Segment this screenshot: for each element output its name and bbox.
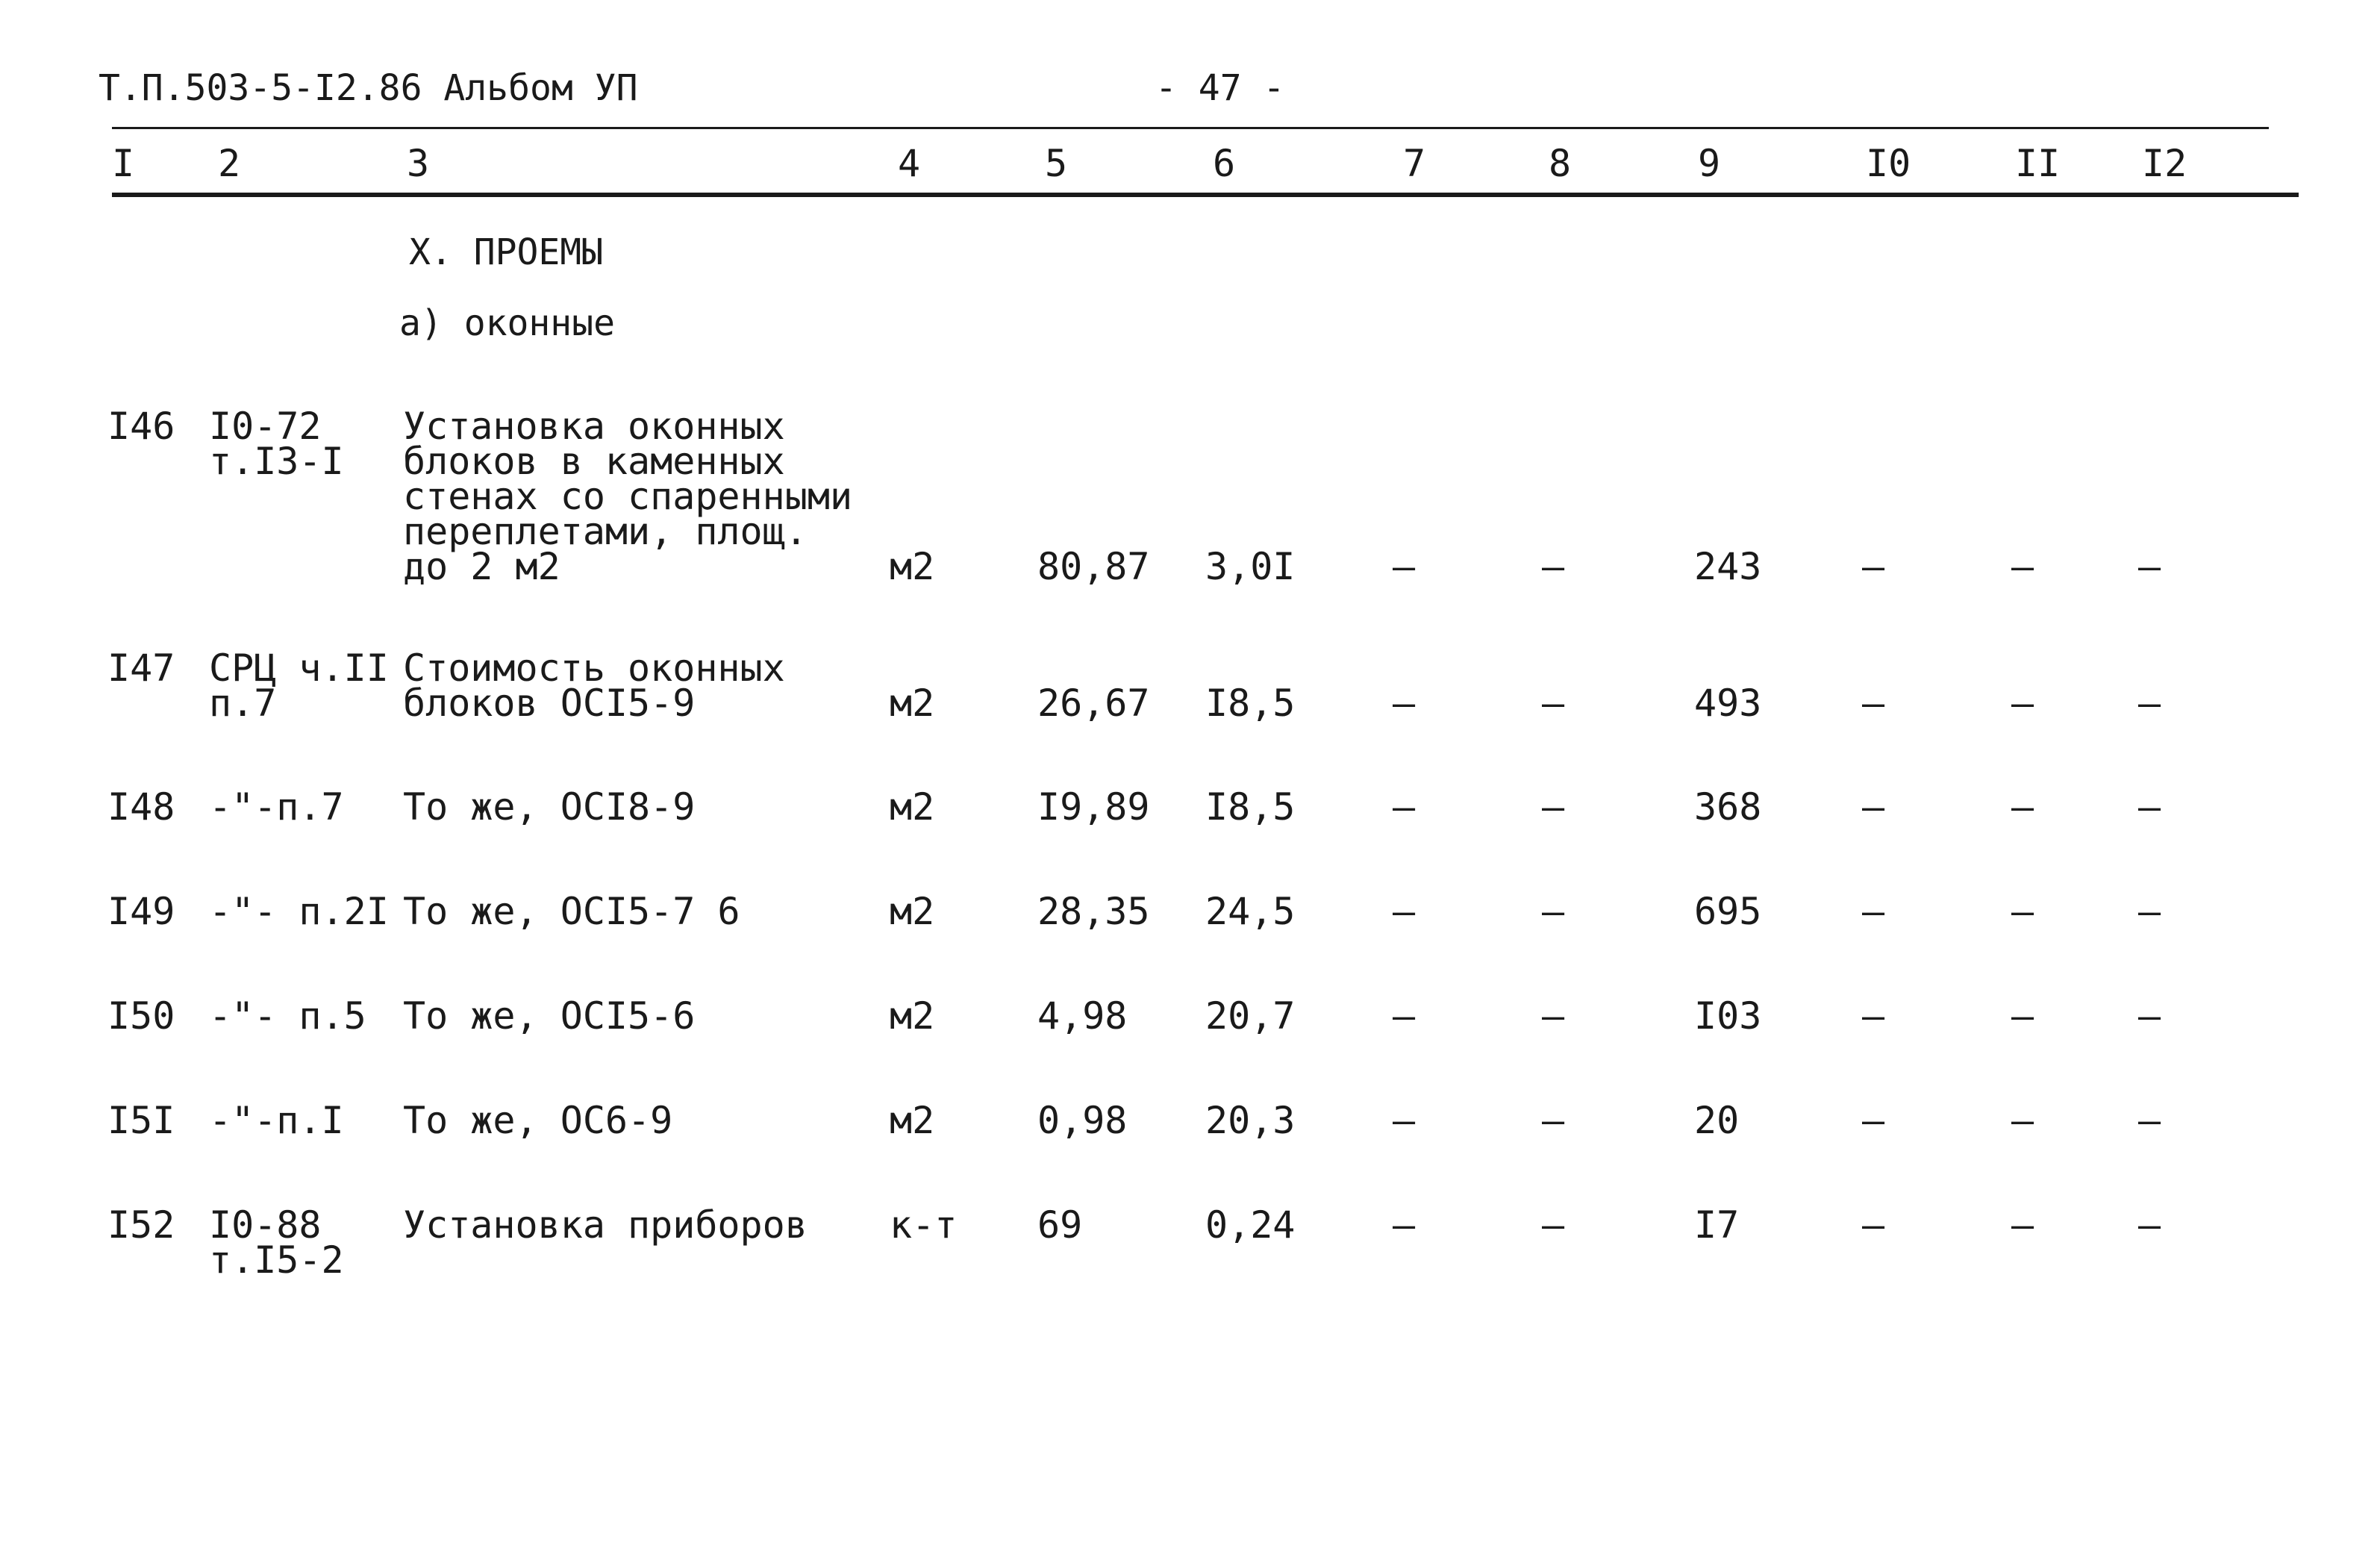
row-col12: – — [2138, 682, 2161, 725]
row-quantity: 69 — [1037, 1203, 1083, 1247]
row-col12: – — [2138, 994, 2161, 1038]
row-col12: – — [2138, 890, 2161, 933]
row-col11: – — [2011, 890, 2034, 933]
column-number: 6 — [1213, 142, 1236, 185]
row-description: блоков в каменных — [403, 440, 785, 483]
row-unit: м2 — [890, 890, 935, 933]
row-number: I49 — [107, 890, 175, 933]
row-col7: – — [1393, 1203, 1416, 1247]
row-number: I50 — [107, 994, 175, 1038]
row-col11: – — [2011, 682, 2034, 725]
row-number: I48 — [107, 785, 175, 829]
row-col8: – — [1542, 785, 1565, 829]
column-number: I0 — [1866, 142, 1911, 185]
section-subtitle: а) оконные — [399, 302, 615, 344]
row-unit: м2 — [890, 682, 935, 725]
row-quantity: 80,87 — [1037, 545, 1150, 588]
row-unit: к-т — [890, 1203, 958, 1247]
row-col7: – — [1393, 545, 1416, 588]
row-reference: I0-72 — [209, 405, 322, 448]
row-reference: -"-п.7 — [209, 785, 344, 829]
row-description: до 2 м2 — [403, 545, 560, 588]
row-price: 20,3 — [1205, 1099, 1296, 1142]
column-number: 9 — [1698, 142, 1721, 185]
row-quantity: I9,89 — [1037, 785, 1150, 829]
row-total: 695 — [1694, 890, 1762, 933]
row-unit: м2 — [890, 545, 935, 588]
section-title: X. ПРОЕМЫ — [409, 231, 604, 273]
row-col12: – — [2138, 1203, 2161, 1247]
row-reference: -"- п.5 — [209, 994, 366, 1038]
row-col12: – — [2138, 785, 2161, 829]
row-reference: п.7 — [209, 682, 277, 725]
row-description: То же, ОСI8-9 — [403, 785, 696, 829]
column-number: I — [112, 142, 135, 185]
row-col11: – — [2011, 1099, 2034, 1142]
row-col10: – — [1862, 994, 1885, 1038]
row-description: Установка оконных — [403, 405, 785, 448]
row-col7: – — [1393, 1099, 1416, 1142]
row-number: I52 — [107, 1203, 175, 1247]
row-col7: – — [1393, 682, 1416, 725]
row-total: 20 — [1694, 1099, 1740, 1142]
row-total: 368 — [1694, 785, 1762, 829]
column-number: 3 — [407, 142, 430, 185]
row-quantity: 28,35 — [1037, 890, 1150, 933]
row-description: То же, ОСI5-6 — [403, 994, 696, 1038]
row-description: То же, ОСI5-7 6 — [403, 890, 740, 933]
row-description: стенах со спаренными — [403, 475, 853, 518]
row-col8: – — [1542, 994, 1565, 1038]
row-description: переплетами, площ. — [403, 510, 808, 553]
column-number: 7 — [1403, 142, 1426, 185]
row-col7: – — [1393, 994, 1416, 1038]
row-col10: – — [1862, 785, 1885, 829]
row-quantity: 0,98 — [1037, 1099, 1128, 1142]
row-col11: – — [2011, 785, 2034, 829]
row-number: I46 — [107, 405, 175, 448]
row-unit: м2 — [890, 785, 935, 829]
row-price: I8,5 — [1205, 785, 1296, 829]
row-col12: – — [2138, 1099, 2161, 1142]
row-total: I03 — [1694, 994, 1762, 1038]
row-reference: т.I5-2 — [209, 1238, 344, 1282]
row-col8: – — [1542, 890, 1565, 933]
row-price: 24,5 — [1205, 890, 1296, 933]
row-reference: СРЦ ч.II — [209, 646, 389, 690]
row-reference: I0-88 — [209, 1203, 322, 1247]
page-number: - 47 - — [1155, 67, 1285, 109]
row-quantity: 4,98 — [1037, 994, 1128, 1038]
row-total: 243 — [1694, 545, 1762, 588]
row-col7: – — [1393, 785, 1416, 829]
row-col10: – — [1862, 682, 1885, 725]
row-description: То же, ОС6-9 — [403, 1099, 673, 1142]
row-reference: -"- п.2I — [209, 890, 389, 933]
row-description: блоков ОСI5-9 — [403, 682, 696, 725]
header-rule — [112, 127, 2269, 129]
column-header-rule — [112, 193, 2299, 197]
column-number: II — [2015, 142, 2061, 185]
row-col12: – — [2138, 545, 2161, 588]
row-col11: – — [2011, 545, 2034, 588]
row-price: I8,5 — [1205, 682, 1296, 725]
row-unit: м2 — [890, 994, 935, 1038]
row-reference: -"-п.I — [209, 1099, 344, 1142]
row-price: 20,7 — [1205, 994, 1296, 1038]
column-number: 2 — [218, 142, 241, 185]
row-price: 0,24 — [1205, 1203, 1296, 1247]
row-number: I5I — [107, 1099, 175, 1142]
row-col8: – — [1542, 1203, 1565, 1247]
row-col8: – — [1542, 1099, 1565, 1142]
row-total: I7 — [1694, 1203, 1740, 1247]
column-number: 5 — [1045, 142, 1068, 185]
column-number: 4 — [898, 142, 921, 185]
row-col11: – — [2011, 994, 2034, 1038]
row-col10: – — [1862, 1099, 1885, 1142]
row-total: 493 — [1694, 682, 1762, 725]
row-price: 3,0I — [1205, 545, 1296, 588]
row-reference: т.I3-I — [209, 440, 344, 483]
document-reference: Т.П.503-5-I2.86 Альбом УП — [99, 67, 638, 109]
row-quantity: 26,67 — [1037, 682, 1150, 725]
row-col10: – — [1862, 545, 1885, 588]
row-description: Установка приборов — [403, 1203, 808, 1247]
row-col7: – — [1393, 890, 1416, 933]
row-number: I47 — [107, 646, 175, 690]
row-col8: – — [1542, 682, 1565, 725]
row-col10: – — [1862, 890, 1885, 933]
column-number: 8 — [1549, 142, 1572, 185]
row-description: Стоимость оконных — [403, 646, 785, 690]
row-col10: – — [1862, 1203, 1885, 1247]
column-number: I2 — [2142, 142, 2187, 185]
row-col11: – — [2011, 1203, 2034, 1247]
row-col8: – — [1542, 545, 1565, 588]
row-unit: м2 — [890, 1099, 935, 1142]
